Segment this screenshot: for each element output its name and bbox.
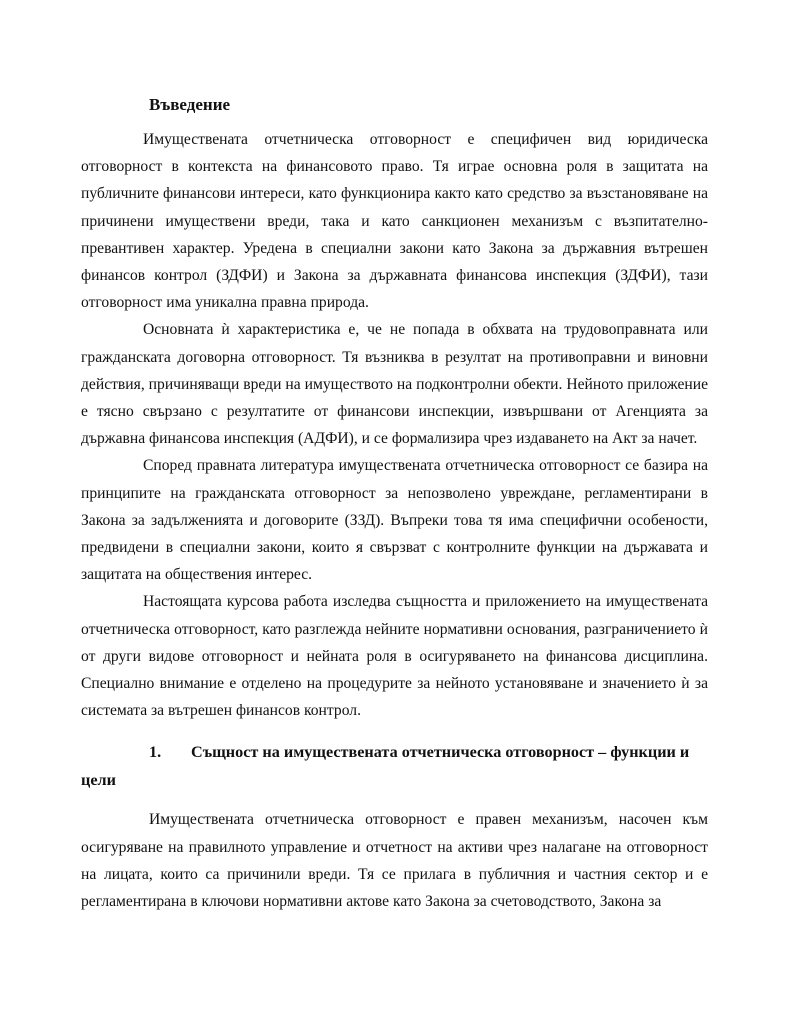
section-paragraph: Имуществената отчетническа отговорност е правен механизъм, насочен към осигуряване на правилното управление и отчетност на активи чрез налагане на отговорност на лицата, които са причинили вреди. Тя се прилага в публичния и частния сектор и е регламентирана в ключови нормативни актове като Закона за счетоводството, Закона за [81, 811, 708, 911]
section-heading-text: Същност на имуществената отчетническа отговорност – функции и цели [81, 743, 690, 790]
intro-paragraph-4: Настоящата курсова работа изследва същността и приложението на имуществената отчетническа отговорност, като разглежда нейните нормативни основания, разграничението ѝ от други видове отговорност и нейната роля в осигуряването на финансова дисциплина. Специално внимание е отделено на процедурите за нейното установяване и значението ѝ за системата за вътрешен финансов контрол. [81, 593, 708, 720]
intro-paragraph-2: Основната ѝ характеристика е, че не попада в обхвата на трудовоправната или гражданската договорна отговорност. Тя възниква в резултат на противоправни и виновни действия, причиняващи вреди на имуществото на подконтролни обекти. Нейното приложение е тясно свързано с резултатите от финансови инспекции, извършвани от Агенцията за държавна финансова инспекция (АДФИ), и се формализира чрез издаването на Акт за начет. [81, 321, 708, 448]
document-body [81, 92, 708, 915]
document-title: Въведение [149, 95, 231, 114]
section-number: 1. [149, 743, 162, 762]
intro-paragraph-3: Според правната литература имуществената отчетническа отговорност се базира на принципите на гражданската отговорност за непозволено увреждане, регламентирани в Закона за задълженията и договорите (ЗЗД). Въпреки това тя има специфични особености, предвидени в специални закони, които я свързват с контролните функции на държавата и защитата на обществения интерес. [81, 457, 708, 584]
section-heading [81, 738, 708, 794]
intro-paragraph-1: Имуществената отчетническа отговорност е специфичен вид юридическа отговорност в контекста на финансовото право. Тя играе основна роля в защитата на публичните финансови интереси, като функционира както като средство за възстановяване на причинени имуществени вреди, така и като санкционен механизъм с възпитателно-превантивен характер. Уредена в специални закони като Закона за държавния вътрешен финансов контрол (ЗДФИ) и Закона за държавната финансова инспекция (ЗДФИ), тази отговорност има уникална правна природа. [81, 131, 708, 312]
